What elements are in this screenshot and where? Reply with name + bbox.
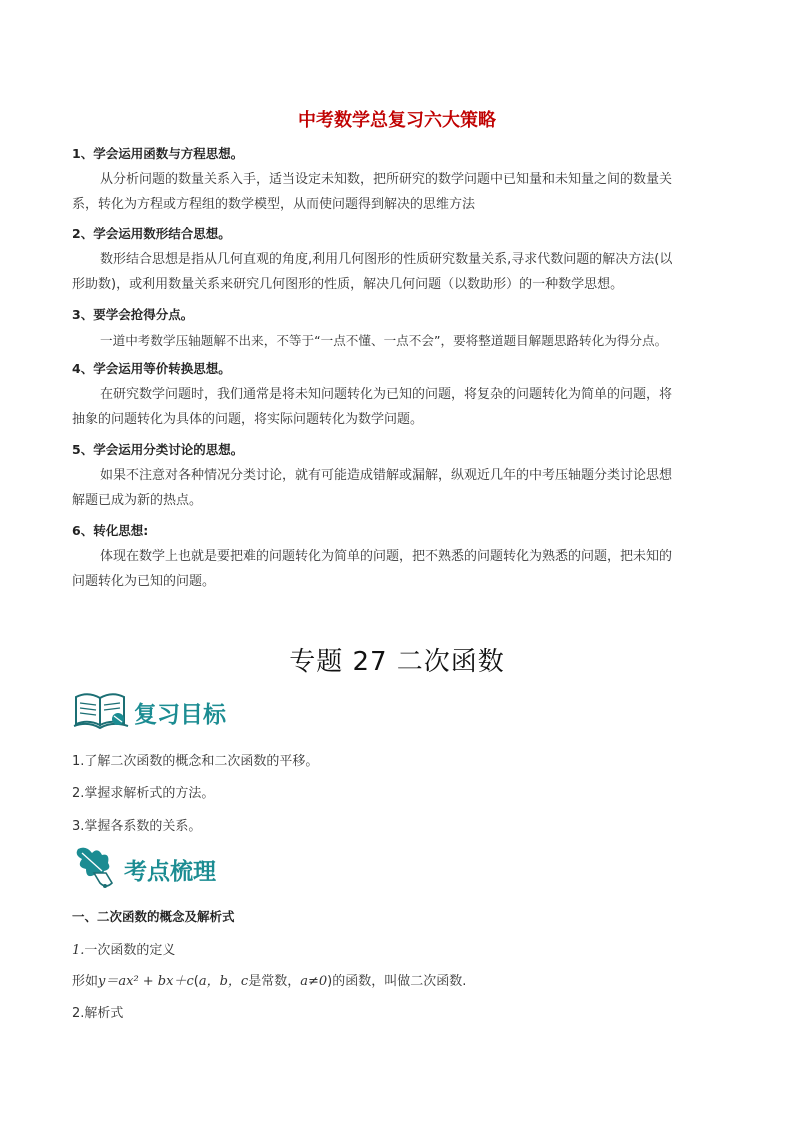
strategy-heading-5: 5、学会运用分类讨论的思想。 — [72, 442, 244, 457]
key-points-header — [72, 845, 216, 893]
strategy-heading-4: 4、学会运用等价转换思想。 — [72, 361, 231, 376]
strategy-paragraph-2 — [72, 248, 724, 297]
text-line: 问题转化为已知的问题。 — [72, 573, 216, 589]
strategy-heading-1: 1、学会运用函数与方程思想。 — [72, 146, 244, 161]
strategy-heading-3: 3、要学会抢得分点。 — [72, 307, 194, 322]
strategy-paragraph-1 — [72, 168, 724, 217]
strategy-paragraph-5 — [72, 464, 724, 513]
review-goals-header — [72, 690, 226, 734]
review-goals-label: 复习目标 — [134, 700, 226, 728]
subheading-text: 一次函数的定义 — [84, 943, 176, 958]
subheading-1 — [72, 939, 175, 958]
text-line: 从分析问题的数量关系入手，适当设定未知数，把所研究的数学问题中已知量和未知量之间的数量关 — [100, 172, 673, 187]
strategy-paragraph-6 — [72, 545, 724, 594]
formula-paren: ( — [193, 974, 199, 989]
text-line: 系，转化为方程或方程组的数学模型，从而使问题得到解决的思维方法 — [72, 196, 476, 212]
review-goal-1: 1.了解二次函数的概念和二次函数的平移。 — [72, 754, 319, 769]
text-line: 形助数)，或利用数量关系来研究几何图形的性质，解决几何问题（以数助形）的一种数学思想。 — [72, 276, 624, 292]
formula-vars: a，b，c — [198, 974, 249, 989]
formula-expression: y＝ax² + bx＋c — [98, 974, 194, 989]
review-goal-2: 2.掌握求解析式的方法。 — [72, 786, 215, 801]
text-line: 如果不注意对各种情况分类讨论，就有可能造成错解或漏解，纵观近几年的中考压轴题分类讨论思想 — [100, 468, 673, 483]
strategy-paragraph-4 — [72, 383, 724, 432]
text-line: 抽象的问题转化为具体的问题，将实际问题转化为数学问题。 — [72, 411, 424, 427]
formula-condition: a≠0 — [300, 974, 328, 989]
text-line: 解题已成为新的热点。 — [72, 492, 203, 508]
review-goal-3: 3.掌握各系数的关系。 — [72, 819, 202, 834]
text-line: 体现在数学上也就是要把难的问题转化为简单的问题，把不熟悉的问题转化为熟悉的问题，把未知的 — [100, 549, 673, 564]
strategy-heading-2: 2、学会运用数形结合思想。 — [72, 226, 231, 241]
topic-title: 专题 27 二次函数 — [289, 647, 505, 677]
strategy-heading-6: 6、转化思想: — [72, 523, 149, 538]
strategy-paragraph-3 — [72, 329, 724, 354]
subheading-2: 2.解析式 — [72, 1006, 124, 1021]
key-points-label: 考点梳理 — [124, 857, 216, 885]
text-line: 数形结合思想是指从几何直观的角度,利用几何图形的性质研究数量关系,寻求代数问题的解决方法(以 — [100, 252, 673, 267]
open-book-icon — [72, 689, 130, 735]
leaf-bell-icon — [72, 843, 120, 895]
section-heading: 一、二次函数的概念及解析式 — [72, 909, 235, 924]
text-line: 在研究数学问题时，我们通常是将未知问题转化为已知的问题，将复杂的问题转化为简单的问题，将 — [100, 387, 673, 402]
subheading-number: 1. — [72, 943, 85, 958]
strategy-title: 中考数学总复习六大策略 — [298, 110, 496, 131]
formula-mid: 是常数， — [248, 974, 301, 989]
text-line: 一道中考数学压轴题解不出来，不等于“一点不懂、一点不会”，要将整道题目解题思路转化为得分点。 — [100, 333, 668, 348]
definition-formula — [72, 970, 466, 989]
formula-suffix: )的函数，叫做二次函数. — [327, 974, 467, 989]
formula-prefix: 形如 — [72, 974, 99, 989]
